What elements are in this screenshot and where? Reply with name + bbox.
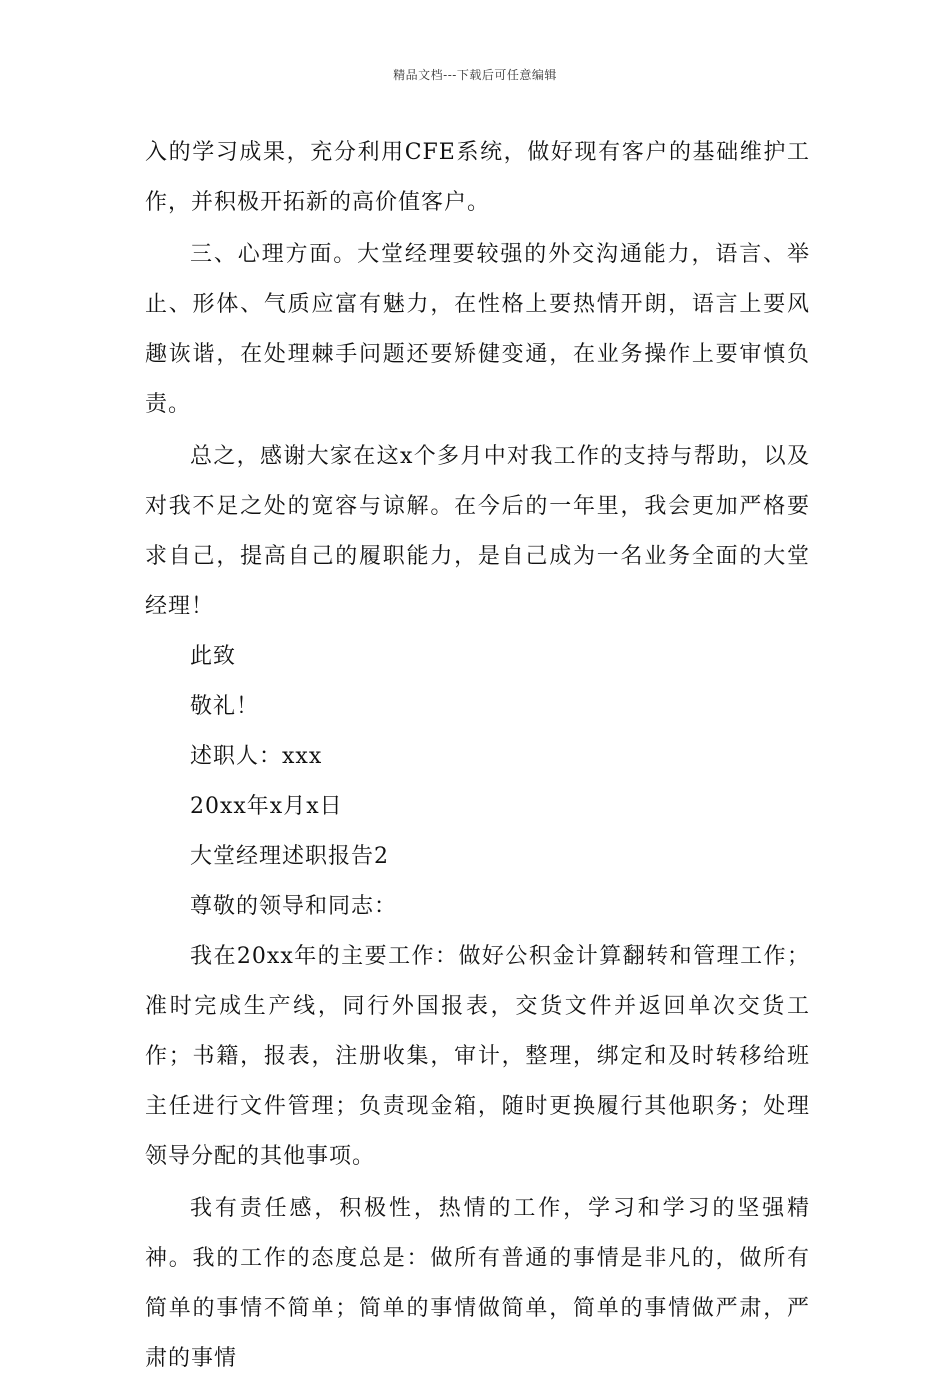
page-header: 精品文档---下载后可任意编辑 — [393, 68, 557, 82]
paragraph-continuation: 入的学习成果，充分利用CFE系统，做好现有客户的基础维护工作，并积极开拓新的高价值客户。 — [145, 140, 810, 215]
paragraph-attitude: 我有责任感，积极性，热情的工作，学习和学习的坚强精神。我的工作的态度总是：做所有普通的事情是非凡的，做所有简单的事情不简单；简单的事情做简单，简单的事情做严肃，严肃的事情 — [145, 1196, 810, 1371]
greeting: 尊敬的领导和同志： — [190, 894, 398, 919]
paragraph-main-work: 我在20xx年的主要工作：做好公积金计算翻转和管理工作；准时完成生产线，同行外国报表，交货文件并返回单次交货工作；书籍，报表，注册收集，审计，整理，绑定和及时转移给班主任进行文件管理；负责现金箱，随时更换履行其他职务；处理领导分配的其他事项。 — [145, 944, 810, 1169]
paragraph-psychology: 三、心理方面。大堂经理要较强的外交沟通能力，语言、举止、形体、气质应富有魅力，在性格上要热情开朗，语言上要风趣诙谐，在处理棘手问题还要矫健变通，在业务操作上要审慎负责。 — [145, 242, 810, 417]
closing-salutation: 此致 — [190, 644, 237, 669]
report-date: 20xx年x月x日 — [190, 794, 343, 819]
paragraph-conclusion: 总之，感谢大家在这x个多月中对我工作的支持与帮助，以及对我不足之处的宽容与谅解。在今后的一年里，我会更加严格要求自己，提高自己的履职能力，是自己成为一名业务全面的大堂经理！ — [145, 444, 810, 619]
reporter-signature: 述职人：xxx — [190, 744, 323, 769]
report-title-2: 大堂经理述职报告2 — [190, 844, 389, 869]
document-body — [145, 128, 810, 1384]
closing-regards: 敬礼！ — [190, 694, 260, 719]
